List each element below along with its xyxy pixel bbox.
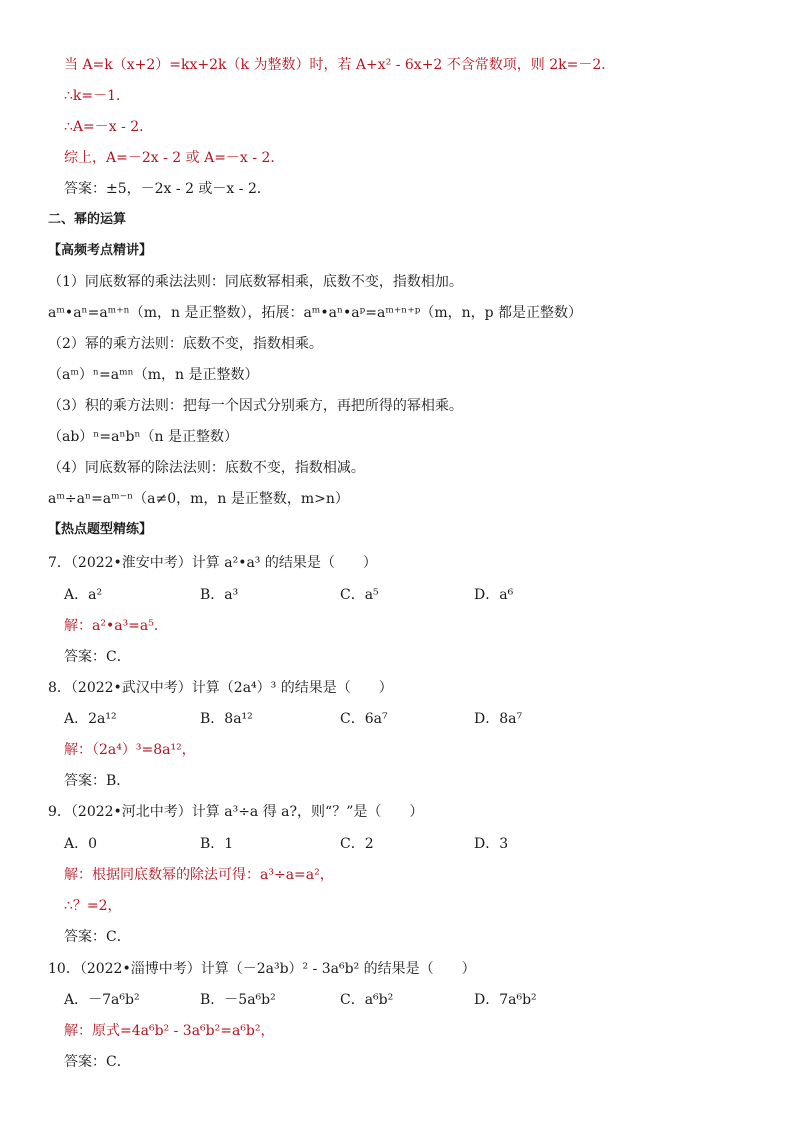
option-c: C．a⁵ — [340, 587, 379, 603]
solution-line: 当 A=k（x+2）=kx+2k（k 为整数）时，若 A+x² - 6x+2 不含常数项，则 2k=－2． — [64, 57, 616, 73]
rule-text: （1）同底数幂的乘法法则：同底数幂相乘，底数不变，指数相加。 — [48, 274, 463, 290]
answer-line: 答案：±5，－2x - 2 或－x - 2． — [64, 181, 271, 197]
option-row — [64, 833, 624, 855]
option-b: B．1 — [200, 836, 234, 852]
option-b: B．－5a⁶b² — [200, 992, 276, 1008]
formula-line: aᵐ÷aⁿ=aᵐ⁻ⁿ（a≠0，m，n 是正整数，m>n） — [48, 491, 349, 507]
solution-line: ∴A=－x - 2． — [64, 119, 154, 135]
option-d: D．8a⁷ — [474, 711, 523, 727]
solution-line: 解：a²•a³=a⁵． — [64, 618, 168, 634]
formula-line: aᵐ•aⁿ=aᵐ⁺ⁿ（m，n 是正整数），拓展：aᵐ•aⁿ•aᵖ=aᵐ⁺ⁿ⁺ᵖ（m，n，p 都是正整数） — [48, 305, 583, 321]
option-row — [64, 584, 624, 606]
option-row — [64, 989, 624, 1011]
option-d: D．7a⁶b² — [474, 992, 537, 1008]
option-c: C．2 — [340, 836, 374, 852]
option-d: D．a⁶ — [474, 587, 514, 603]
option-a: A．a² — [64, 587, 103, 603]
option-c: C．a⁶b² — [340, 992, 394, 1008]
subsection-heading: 【热点题型精练】 — [48, 522, 153, 537]
rule-text: （2）幂的乘方法则：底数不变，指数相乘。 — [48, 336, 323, 352]
rule-text: （3）积的乘方法则：把每一个因式分别乘方，再把所得的幂相乘。 — [48, 398, 463, 414]
subsection-heading: 【高频考点精讲】 — [48, 243, 153, 258]
option-b: B．a³ — [200, 587, 239, 603]
solution-line: 解：根据同底数幂的除法可得：a³÷a=a²， — [64, 867, 334, 883]
question-stem: 10．（2022•淄博中考）计算（－2a³b）² - 3a⁶b² 的结果是（ ） — [48, 961, 476, 977]
section-heading: 二、幂的运算 — [48, 212, 127, 227]
option-a: A．0 — [64, 836, 98, 852]
rule-text: （4）同底数幂的除法法则：底数不变，指数相减。 — [48, 460, 365, 476]
solution-line: 综上，A=－2x - 2 或 A=－x - 2． — [64, 150, 285, 166]
answer-line: 答案：C． — [64, 1054, 131, 1070]
formula-line: （aᵐ）ⁿ=aᵐⁿ（m，n 是正整数） — [48, 367, 259, 383]
question-stem: 8．（2022•武汉中考）计算（2a⁴）³ 的结果是（ ） — [48, 680, 393, 696]
solution-line: 解：原式=4a⁶b² - 3a⁶b²=a⁶b²， — [64, 1023, 275, 1039]
option-a: A．－7a⁶b² — [64, 992, 140, 1008]
solution-line: 解：（2a⁴）³=8a¹²， — [64, 742, 196, 758]
option-row — [64, 708, 624, 730]
formula-line: （ab）ⁿ=aⁿbⁿ（n 是正整数） — [48, 429, 238, 445]
solution-line: ∴k=－1． — [64, 88, 131, 104]
question-stem: 7．（2022•淮安中考）计算 a²•a³ 的结果是（ ） — [48, 555, 377, 571]
answer-line: 答案：C． — [64, 929, 131, 945]
solution-line: ∴？=2， — [64, 898, 122, 914]
option-c: C．6a⁷ — [340, 711, 388, 727]
option-d: D．3 — [474, 836, 509, 852]
option-a: A．2a¹² — [64, 711, 117, 727]
answer-line: 答案：C． — [64, 649, 131, 665]
answer-line: 答案：B． — [64, 773, 131, 789]
question-stem: 9．（2022•河北中考）计算 a³÷a 得 a?，则“？”是（ ） — [48, 804, 424, 820]
option-b: B．8a¹² — [200, 711, 253, 727]
